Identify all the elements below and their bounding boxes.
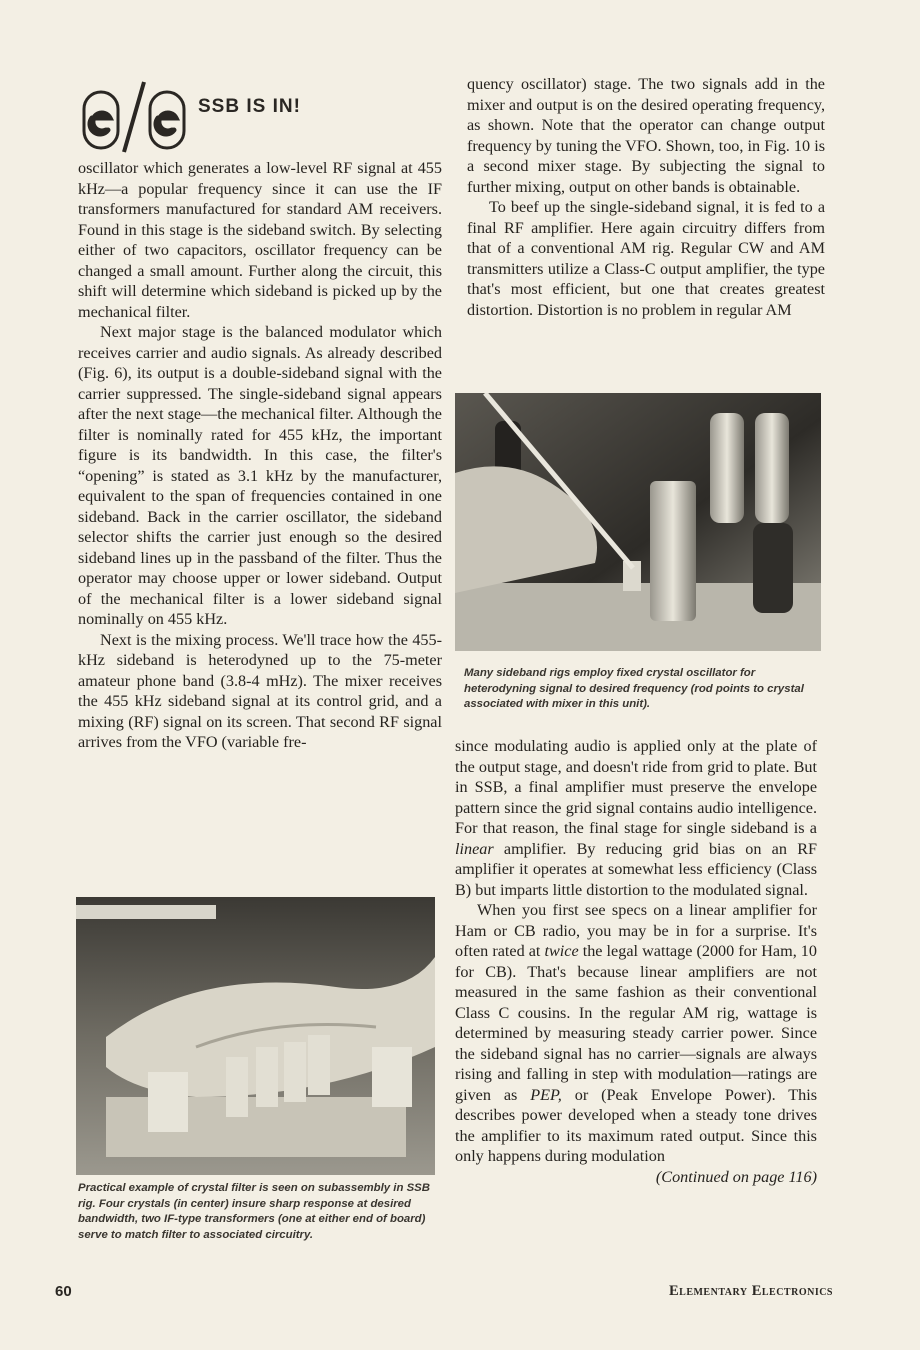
paragraph: oscillator which generates a low-level RF signal at 455 kHz—a popular frequency since it can use the IF transformers manufactured for standard AM receivers. Found in this stage is the sideband switch. By selecting either of two capacitors, oscillator frequency can be changed a small amount. Further along the circuit, this shift will determine which sideband is picked up by the mechanical filter. [78,159,442,321]
paragraph: quency oscillator) stage. The two signals add in the mixer and output is on the desired operating frequency, as shown. Note that the operator can change output frequency by tuning the VFO. Shown, too, in Fig. 10 is a second mixer stage. By subjecting the signal to further mixing, output on other bands is obtainable. [467,75,825,196]
photo-image [455,393,821,651]
photo-image [76,897,435,1175]
photo-caption: Practical example of crystal filter is seen on subassembly in SSB rig. Four crystals (in center) insure sharp response at desired bandwidth, two IF-type transformers (one at either end of board) serve to match filter to associated circuitry. [78,1182,430,1241]
emphasis-pep: PEP, [530,1085,562,1104]
page-footer [0,1283,920,1303]
photo-crystal-oscillator [455,393,821,651]
right-column-top [467,74,825,320]
paragraph: To beef up the single-sideband signal, it is fed to a final RF amplifier. Here again circuitry differs from that of a conventional AM rig. Regular CW and AM transmitters utilize a Class-C output amplifier, the type that's most efficient, but one that creates greatest distortion. Distortion is no problem in regular AM [467,198,825,319]
photo-crystal-filter [76,897,435,1175]
text-run: When you first see specs on a linear amplifier for Ham or CB radio, you may be in for a surprise. It's often rated at [455,901,817,960]
magazine-name: Elementary Electronics [668,1283,833,1299]
page-number: 60 [55,1283,72,1300]
photo-caption: Many sideband rigs employ fixed crystal oscillator for heterodyning signal to desired frequency (rod points to crystal associated with mixer in this unit). [464,667,804,710]
emphasis-linear: linear [455,839,494,858]
right-column-bottom [455,736,817,1187]
ee-logo-icon [78,78,193,154]
paragraph [455,736,817,900]
paragraph [455,900,817,1167]
text-run: the legal wattage (2000 for Ham, 10 for CB). That's because linear amplifiers are not measured in the same fashion as their conventional Class C cousins. In the regular AM rig, wattage is determined by measuring steady carrier power. Since the sideband signal has no carrier—signals are always rising and falling in step with modulation—ratings are given as [455,942,817,1104]
paragraph: Next is the mixing process. We'll trace how the 455-kHz sideband is heterodyned up to the 75-meter amateur phone band (3.8-4 mHz). The mixer receives the 455 kHz sideband signal at its control grid, and a mixing (RF) signal on its screen. That second RF signal arrives from the VFO (variable fre- [78,630,442,751]
section-title: SSB IS IN! [198,96,301,117]
section-header [78,78,458,154]
emphasis-twice: twice [544,942,579,960]
paragraph: Next major stage is the balanced modulator which receives carrier and audio signals. As already described (Fig. 6), its output is a double-sideband signal with the carrier suppressed. The single-sideband signal appears after the next stage—the mechanical filter. Although the filter is nominally rated for 455 kHz, the important figure is its bandwidth. In this case, the filter's “opening” is stated as 3.1 kHz by the manufacturer, equivalent to the span of frequencies contained in one sideband. Back in the carrier oscillator, the sideband selector shifts the carrier just enough so the desired sideband lines up in the passband of the filter. Thus the operator may choose upper or lower sideband. Output of the mechanical filter is a lower sideband signal nominally on 455 kHz. [78,323,442,628]
text-run: or (Peak Envelope Power). This describes power developed when a steady tone drives the amplifier to its maximum rated output. Since this only happens during modulation [455,1085,817,1165]
continued-note: (Continued on page 116) [655,1167,817,1186]
text-run: since modulating audio is applied only at the plate of the output stage, and doesn't ride from grid to plate. But in SSB, a final amplifier must preserve the envelope pattern since the grid signal contains audio intelligence. For that reason, the final stage for single sideband is a [455,737,817,837]
left-column [78,158,442,753]
text-run: amplifier. By reducing grid bias on an RF amplifier it operates at somewhat less efficiency (Class B) but imparts little distortion to the modulated signal. [455,839,817,899]
